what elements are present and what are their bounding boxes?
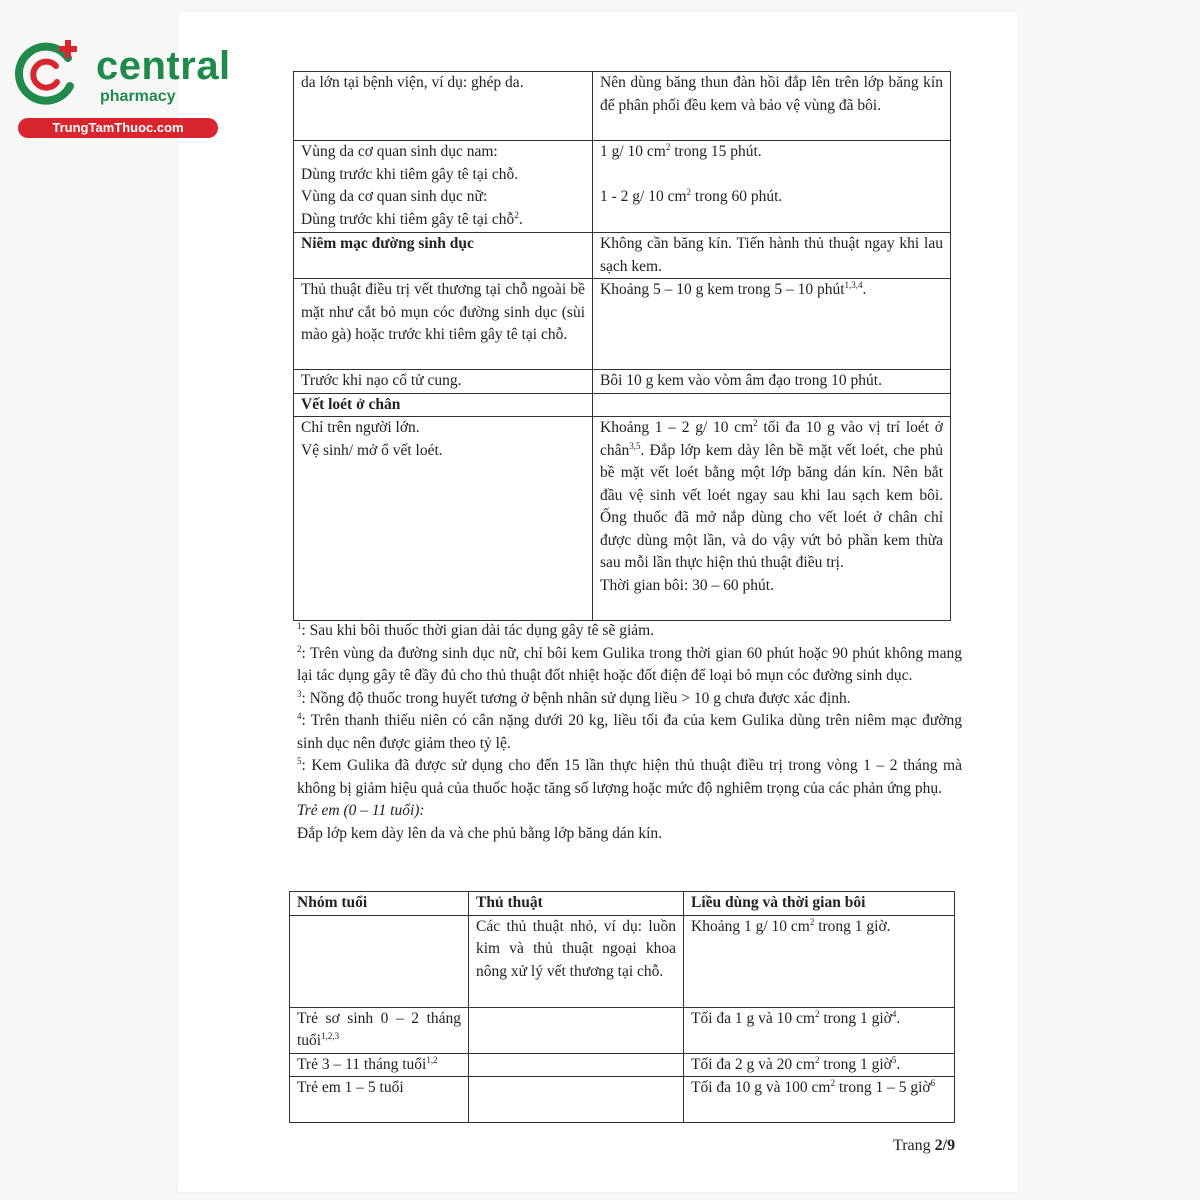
table-row (294, 141, 951, 233)
table-cell: Trẻ 3 – 11 tháng tuổi$^{1,2}$ (290, 1053, 469, 1077)
table-cell (469, 1053, 684, 1077)
table-cell: Tối đa 2 g và 20 $cm^2$ trong 1 giờ$^5$. (684, 1053, 955, 1077)
table-row (294, 417, 951, 621)
table-row (290, 1077, 955, 1123)
table-header-row (290, 892, 955, 916)
footnote: $^1$: Sau khi bôi thuốc thời gian dài tác dụng gây tê sẽ giảm. (297, 620, 655, 639)
table-cell: Tối đa 10 g và 100 $cm^2$ trong 1 – 5 giờ$^6$ (684, 1077, 955, 1123)
table-cell: Không cần băng kín. Tiến hành thủ thuật ngay khi lau sạch kem. (593, 233, 951, 279)
footnote: $^4$: Trên thanh thiếu niên có cân nặng dưới 20 kg, liều tối đa của kem Gulika dùng trên niêm mạc đường sinh dục nên được giảm theo tỷ lệ. (297, 710, 962, 752)
logo-name: central (96, 44, 231, 88)
table-cell: Vùng da cơ quan sinh dục nam: Dùng trước khi tiêm gây tê tại chỗ. Vùng da cơ quan sinh dục nữ: Dùng trước khi tiêm gây tê tại chỗ$^2$. (294, 141, 593, 233)
footnote: $^2$: Trên vùng da đường sinh dục nữ, chỉ bôi kem Gulika trong thời gian 60 phút hoặc 90 phút không mang lại tác dụng gây tê đầy đủ cho thủ thuật đốt nhiệt hoặc đốt điện để loại bỏ mụn cóc đường sinh dục. (297, 643, 962, 684)
table-row (290, 1053, 955, 1077)
dosage-table-children (289, 891, 955, 1123)
children-heading: Trẻ em (0 – 11 tuổi): (297, 802, 425, 819)
page-number: Trang 2/9 (893, 1137, 956, 1154)
column-header: Liều dùng và thời gian bôi (684, 892, 955, 916)
table-row (294, 393, 951, 417)
logo-subtitle: pharmacy (100, 88, 176, 105)
table-cell (593, 393, 951, 417)
pharmacy-logo-icon (10, 38, 84, 112)
table-cell: Tối đa 1 g và 10 $cm^2$ trong 1 giờ$^4$. (684, 1007, 955, 1053)
table-cell: Bôi 10 g kem vào vòm âm đạo trong 10 phút. (593, 370, 951, 394)
table-cell: Thủ thuật điều trị vết thương tại chỗ ngoài bề mặt như cắt bỏ mụn cóc đường sinh dục (sùi mào gà) hoặc trước khi tiêm gây tê tại chỗ. (294, 279, 593, 370)
table-cell: Khoảng 5 – 10 g kem trong 5 – 10 phút$^{1,3,4}$. (593, 279, 951, 370)
table-cell: Vết loét ở chân (294, 393, 593, 417)
table-cell: Khoảng 1 – 2 g/ 10 $cm^2$ tối đa 10 g vào vị trí loét ở chân$^{3,5}$. Đắp lớp kem dày lên bề mặt vết loét, che phủ bề mặt vết loét bằng một lớp băng dán kín. Nên bắt đầu vệ sinh vết loét ngay sau khi lau sạch kem bôi. Ống thuốc đã mở nắp dùng cho vết loét ở chân chỉ được dùng một lần, và do vậy vứt bỏ phần kem thừa sau mỗi lần thực hiện thủ thuật điều trị. Thời gian bôi: 30 – 60 phút. (593, 417, 951, 621)
table-row (290, 1007, 955, 1053)
children-intro: Đắp lớp kem dày lên da và che phủ bằng lớp băng dán kín. (297, 824, 663, 842)
logo-website[interactable]: TrungTamThuoc.com (18, 118, 218, 138)
table-row (294, 233, 951, 279)
table-row (294, 370, 951, 394)
table-cell (469, 1077, 684, 1123)
table-cell: 1 g/ 10 $cm^2$ trong 15 phút. 1 - 2 g/ 10 $cm^2$ trong 60 phút. (593, 141, 951, 233)
table-cell: Chỉ trên người lớn. Vệ sinh/ mở ổ vết loét. (294, 417, 593, 621)
dosage-table-adults (293, 71, 951, 621)
table-cell (290, 915, 469, 1007)
table-cell: Trước khi nạo cổ tử cung. (294, 370, 593, 394)
footnote: $^5$: Kem Gulika đã được sử dụng cho đến 15 lần thực hiện thủ thuật điều trị trong vòng 1 – 2 tháng mà không bị giảm hiệu quả của thuốc hoặc tăng số lượng hoặc mức độ nghiêm trọng của các phản ứng phụ. (297, 755, 962, 797)
column-header: Thủ thuật (469, 892, 684, 916)
table-row (294, 72, 951, 141)
table-cell: Trẻ em 1 – 5 tuổi (290, 1077, 469, 1123)
table-cell: Niêm mạc đường sinh dục (294, 233, 593, 279)
pharmacy-logo[interactable] (10, 38, 231, 138)
footnotes (297, 620, 962, 845)
column-header: Nhóm tuổi (290, 892, 469, 916)
table-row (294, 279, 951, 370)
table-cell: Khoảng 1 g/ 10 $cm^2$ trong 1 giờ. (684, 915, 955, 1007)
table-cell: da lớn tại bệnh viện, ví dụ: ghép da. (294, 72, 593, 141)
table-cell: Nên dùng băng thun đàn hồi đắp lên trên lớp băng kín để phân phối đều kem và bảo vệ vùng đã bôi. (593, 72, 951, 141)
table-cell: Các thủ thuật nhỏ, ví dụ: luồn kim và thủ thuật ngoại khoa nông xử lý vết thương tại chỗ. (469, 915, 684, 1007)
table-cell: Trẻ sơ sinh 0 – 2 tháng tuổi$^{1,2,3}$ (290, 1007, 469, 1053)
table-cell (469, 1007, 684, 1053)
table-row (290, 915, 955, 1007)
footnote: $^3$: Nồng độ thuốc trong huyết tương ở bệnh nhân sử dụng liều > 10 g chưa được xác định. (297, 688, 851, 707)
